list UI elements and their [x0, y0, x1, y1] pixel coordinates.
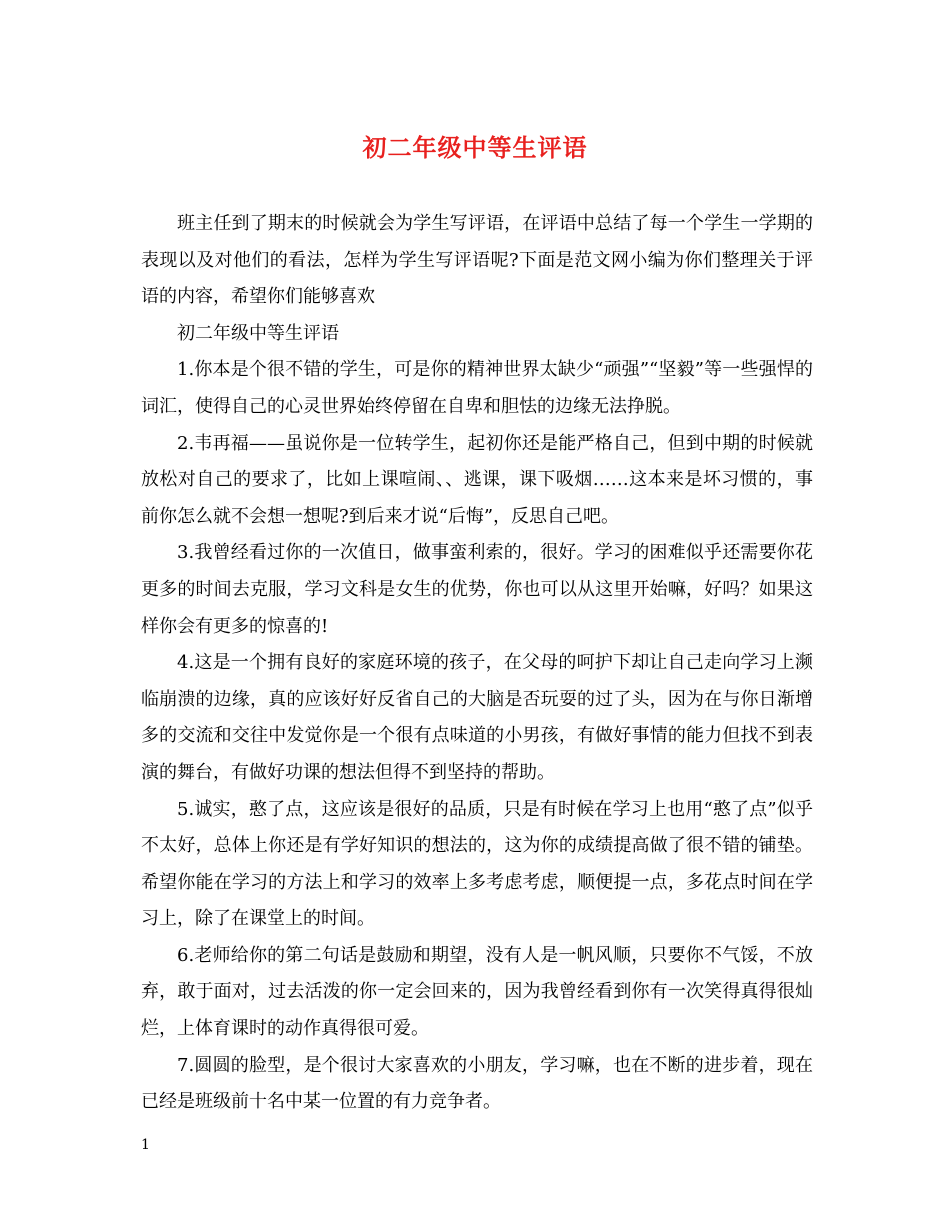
- comment-paragraph-2: 2.韦再福——虽说你是一位转学生，起初你还是能严格自己，但到中期的时候就放松对自己的要求了，比如上课喧闹、、逃课，课下吸烟……这本来是坏习惯的，事前你怎么就不会想一想呢?到后来才说“后悔”，反思自己吧。: [141, 432, 813, 527]
- section-heading: 初二年级中等生评语: [177, 322, 339, 344]
- document-body: [141, 206, 813, 1121]
- page-number: 1: [141, 1137, 150, 1153]
- comment-paragraph-7: 7.圆圆的脸型，是个很讨大家喜欢的小朋友，学习嘛，也在不断的进步着，现在已经是班级前十名中某一位置的有力竞争者。: [141, 1054, 813, 1113]
- comment-paragraph-6: 6.老师给你的第二句话是鼓励和期望，没有人是一帆风顺，只要你不气馁，不放弃，敢于面对，过去活泼的你一定会回来的，因为我曾经看到你有一次笑得真得很灿烂，上体育课时的动作真得很可爱。: [141, 944, 813, 1040]
- comment-paragraph-4: 4.这是一个拥有良好的家庭环境的孩子，在父母的呵护下却让自己走向学习上濒临崩溃的边缘，真的应该好好反省自己的大脑是否玩耍的过了头，因为在与你日渐增多的交流和交往中发觉你是一个很有点味道的小男孩，有做好事情的能力但找不到表演的舞台，有做好功课的想法但得不到坚持的帮助。: [141, 652, 813, 783]
- comment-paragraph-5: 5.诚实，憨了点，这应该是很好的品质，只是有时候在学习上也用“憨了点”似乎不太好，总体上你还是有学好知识的想法的，这为你的成绩提高做了很不错的铺垫。希望你能在学习的方法上和学习的效率上多考虑考虑，顺便提一点，多花点时间在学习上，除了在课堂上的时间。: [141, 798, 813, 930]
- comment-paragraph-1: 1.你本是个很不错的学生，可是你的精神世界太缺少“顽强”“坚毅”等一些强悍的词汇，使得自己的心灵世界始终停留在自卑和胆怯的边缘无法挣脱。: [141, 359, 813, 417]
- intro-paragraph: 班主任到了期末的时候就会为学生写评语，在评语中总结了每一个学生一学期的表现以及对他们的看法，怎样为学生写评语呢?下面是范文网小编为你们整理关于评语的内容，希望你们能够喜欢: [141, 213, 813, 308]
- document-title: 初二年级中等生评语: [362, 133, 588, 162]
- comment-paragraph-3: 3.我曾经看过你的一次值日，做事蛮利索的，很好。学习的困难似乎还需要你花更多的时间去克服，学习文科是女生的优势，你也可以从这里开始嘛，好吗？如果这样你会有更多的惊喜的!: [141, 542, 813, 637]
